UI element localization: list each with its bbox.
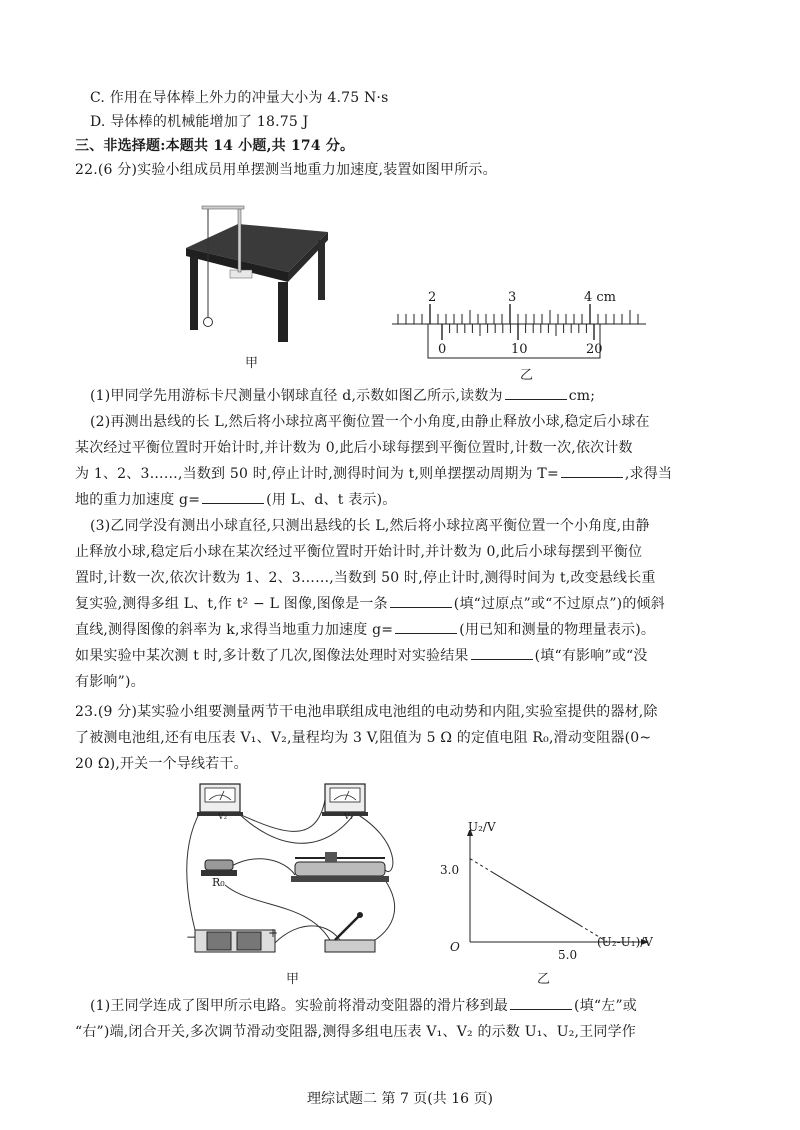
y-axis-label: U₂/V <box>468 820 496 834</box>
circuit-figure <box>175 780 410 965</box>
q23-title-b: 了被测电池组,还有电压表 V₁、V₂,量程均为 3 V,阻值为 5 Ω 的定值电阻 R₀,滑动变阻器(0~ <box>75 730 652 746</box>
fig22-label-yi: 乙 <box>520 368 534 383</box>
r0-label: R₀ <box>212 876 225 889</box>
meter-v1-label: V₁ <box>344 812 353 821</box>
vernier-label-0: 0 <box>438 342 447 357</box>
answer-blank[interactable] <box>510 996 572 1010</box>
q22-part3-b: 止释放小球,稳定后小球在某次经过平衡位置时开始计时,并计数为 0,此后小球每摆到平衡位 <box>75 544 643 560</box>
answer-blank[interactable] <box>390 594 452 608</box>
meter-v2-label: V₂ <box>218 812 227 821</box>
y-tick-3.0: 3.0 <box>440 863 460 877</box>
option-c: C. 作用在导体棒上外力的冲量大小为 4.75 N·s <box>90 90 389 106</box>
q22-part2-a: (2)再测出悬线的长 L,然后将小球拉离平衡位置一个小角度,由静止释放小球,稳定后小球在 <box>90 414 650 430</box>
series-line <box>491 871 580 925</box>
q22-part3-d: 复实验,测得多组 L、t,作 t² − L 图像,图像是一条 (填“过原点”或“不过原点”)的倾斜 <box>75 596 665 612</box>
fig23-label-jia: 甲 <box>286 972 300 987</box>
option-d: D. 导体棒的机械能增加了 18.75 J <box>90 114 309 130</box>
section-heading: 三、非选择题:本题共 14 小题,共 174 分。 <box>75 138 355 154</box>
q23-part1-a: (1)王同学连成了图甲所示电路。实验前将滑动变阻器的滑片移到最 (填“左”或 <box>90 998 638 1014</box>
main-scale-label-3: 3 <box>508 290 517 305</box>
page-footer: 理综试题二 第 7 页(共 16 页) <box>307 1091 493 1107</box>
main-scale-label-2: 2 <box>428 290 437 305</box>
q22-part2-c: 为 1、2、3……,当数到 50 时,停止计时,测得时间为 t,则单摆摆动周期为 T= ,求得当 <box>75 466 673 482</box>
q22-part3-c: 置时,计数一次,依次计数为 1、2、3……,当数到 50 时,停止计时,测得时间为 t,改变悬线长重 <box>75 570 656 586</box>
q22-part2-b: 某次经过平衡位置时开始计时,并计数为 0,此后小球每摆到平衡位置时,计数一次,依次计数 <box>75 440 633 456</box>
battery-plus-label: + <box>268 926 279 940</box>
x-tick-5.0: 5.0 <box>558 948 578 962</box>
q23-title-a: 23.(9 分)某实验小组要测量两节干电池串联组成电池组的电动势和内阻,实验室提供的器材,除 <box>75 704 658 720</box>
q22-part2-d: 地的重力加速度 g= (用 L、d、t 表示)。 <box>75 492 397 508</box>
q22-part3-f: 如果实验中某次测 t 时,多计数了几次,图像法处理时对实验结果 (填“有影响”或“没 <box>75 648 648 664</box>
pendulum-apparatus-figure <box>178 198 333 348</box>
q23-part1-b: “右”)端,闭合开关,多次调节滑动变阻器,测得多组电压表 V₁、V₂ 的示数 U₁、U₂,王同学作 <box>75 1024 636 1040</box>
series-line-extrap-start <box>470 859 491 872</box>
q22-part3-a: (3)乙同学没有测出小球直径,只测出悬线的长 L,然后将小球拉离平衡位置一个小角度,由静 <box>90 518 650 534</box>
answer-blank[interactable] <box>395 620 457 634</box>
q23-title-c: 20 Ω),开关一个导线若干。 <box>75 756 248 772</box>
answer-blank[interactable] <box>202 490 264 504</box>
battery-minus-label: − <box>186 930 197 944</box>
q22-part1: (1)甲同学先用游标卡尺测量小钢球直径 d,示数如图乙所示,读数为 cm; <box>90 388 596 404</box>
origin-label: O <box>450 940 460 954</box>
q22-title: 22.(6 分)实验小组成员用单摆测当地重力加速度,装置如图甲所示。 <box>75 162 497 178</box>
x-axis-label: (U₂-U₁)/V <box>597 935 653 949</box>
fig22-label-jia: 甲 <box>245 356 259 371</box>
fig23-label-yi: 乙 <box>537 972 551 987</box>
vernier-label-10: 10 <box>511 342 528 357</box>
q22-part3-e: 直线,测得图像的斜率为 k,求得当地重力加速度 g= (用已知和测量的物理量表示)。 <box>75 622 656 638</box>
vernier-label-20: 20 <box>586 342 603 357</box>
main-scale-label-4cm: 4 cm <box>584 290 617 305</box>
answer-blank[interactable] <box>471 646 533 660</box>
answer-blank[interactable] <box>561 464 623 478</box>
answer-blank[interactable] <box>505 386 567 400</box>
q22-part3-g: 有影响”)。 <box>75 674 145 690</box>
